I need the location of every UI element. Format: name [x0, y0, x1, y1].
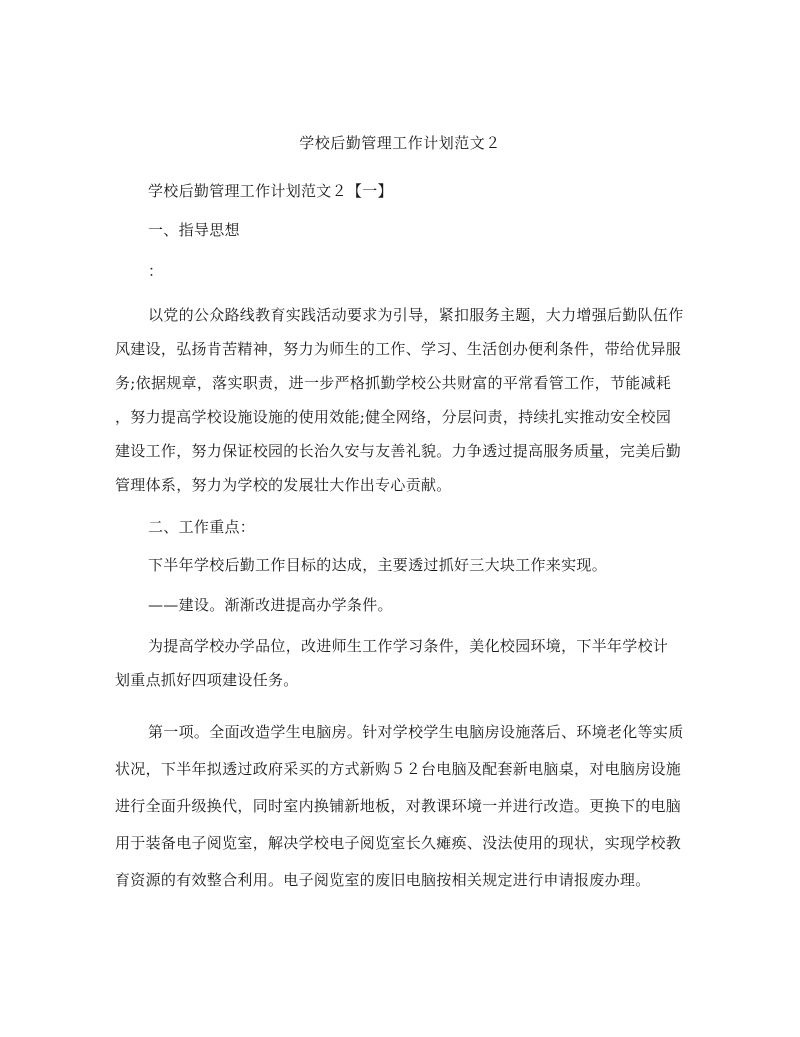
- paragraph-construction-tasks: [115, 629, 690, 697]
- paragraph-line: 状况，下半年拟透过政府采买的方式新购５２台电脑及配套新电脑桌，对电脑房设施: [115, 760, 682, 778]
- paragraph-line: 管理体系，努力为学校的发展壮大作出专心贡献。: [115, 476, 452, 494]
- subtitle: 学校后勤管理工作计划范文２【一】: [148, 182, 393, 200]
- colon-line: ：: [148, 262, 164, 280]
- paragraph-computer-room: [115, 714, 690, 899]
- section-heading-guiding-ideology: 一、指导思想: [148, 221, 240, 239]
- section-heading-work-focus: 二、工作重点：: [148, 518, 256, 536]
- paragraph-line: 育资源的有效整合利用。电子阅览室的废旧电脑按相关规定进行申请报废办理。: [115, 871, 651, 889]
- work-goal-text: 下半年学校后勤工作目标的达成，主要透过抓好三大块工作来实现。: [148, 556, 608, 574]
- paragraph-guiding-ideology: [115, 298, 690, 502]
- construction-item: ——建设。渐渐改进提高办学条件。: [148, 596, 393, 614]
- paragraph-line: 以党的公众路线教育实践活动要求为引导，紧扣服务主题，大力增强后勤队伍作: [148, 306, 684, 324]
- paragraph-line: 第一项。全面改造学生电脑房。针对学校学生电脑房设施落后、环境老化等实质: [148, 723, 684, 741]
- paragraph-line: 风建设，弘扬肯苦精神，努力为师生的工作、学习、生活创办便利条件，带给优异服: [115, 340, 682, 358]
- paragraph-line: 建设工作，努力保证校园的长治久安与友善礼貌。力争透过提高服务质量，完美后勤: [115, 442, 682, 460]
- paragraph-line: 务;依据规章，落实职责，进一步严格抓勤学校公共财富的平常看管工作，节能减耗: [115, 374, 672, 392]
- paragraph-line: 进行全面升级换代，同时室内换铺新地板，对教课环境一并进行改造。更换下的电脑: [115, 797, 682, 815]
- paragraph-line: 划重点抓好四项建设任务。: [115, 671, 299, 689]
- paragraph-line: ，努力提高学校设施设施的使用效能;健全网络，分层问责，持续扎实推动安全校园: [115, 408, 672, 426]
- paragraph-line: 用于装备电子阅览室，解决学校电子阅览室长久瘫痪、没法使用的现状，实现学校教: [115, 834, 682, 852]
- document-title: 学校后勤管理工作计划范文２: [299, 134, 501, 152]
- paragraph-line: 为提高学校办学品位，改进师生工作学习条件，美化校园环境，下半年学校计: [148, 637, 669, 655]
